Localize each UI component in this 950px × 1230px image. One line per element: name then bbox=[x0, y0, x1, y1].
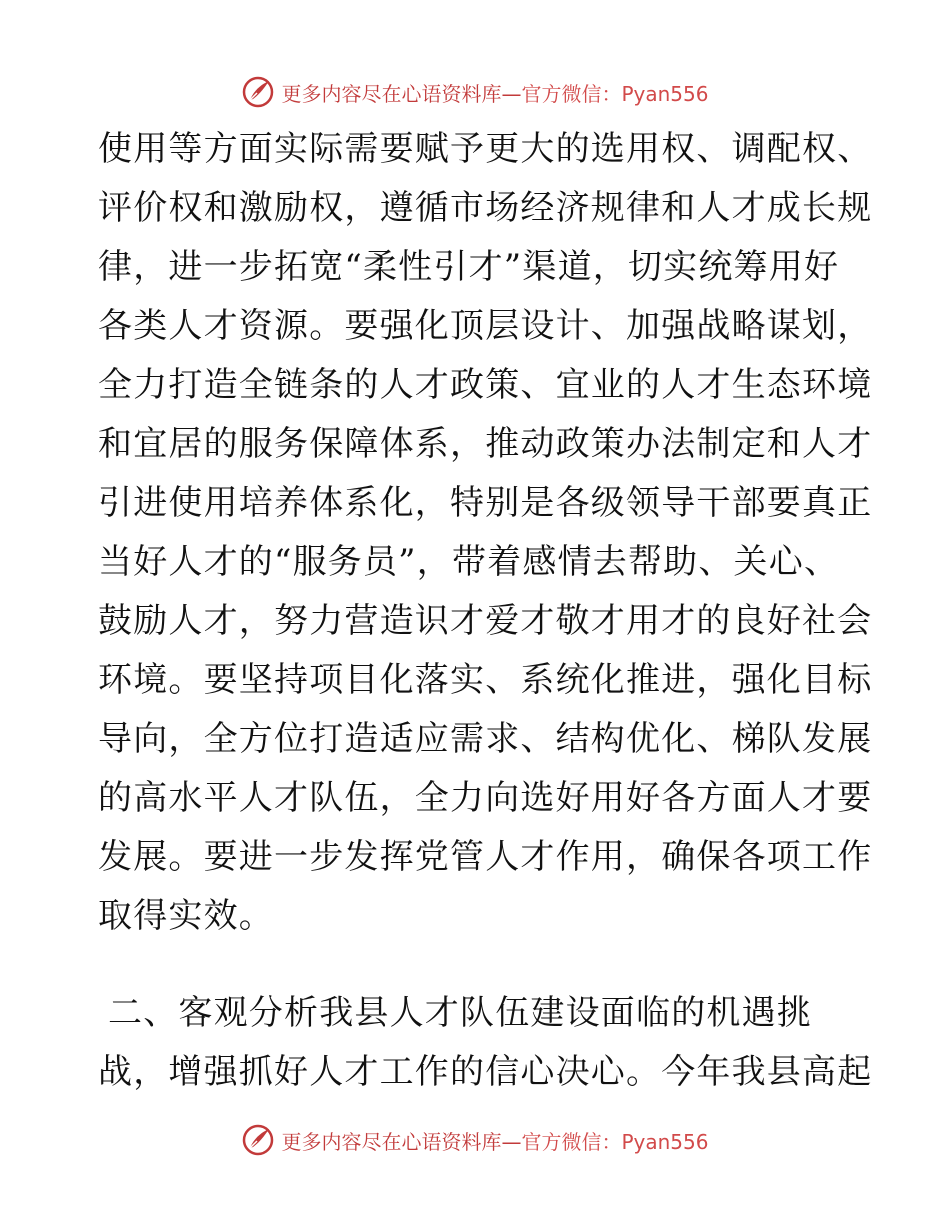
body-line: 律，进一步拓宽“柔性引才”渠道，切实统筹用好 bbox=[98, 247, 840, 287]
watermark-wechat-text: 官方微信：Pyan556 bbox=[521, 1129, 709, 1154]
body-line: 鼓励人才，努力营造识才爱才敬才用才的良好社会 bbox=[98, 601, 873, 641]
body-line: 和宜居的服务保障体系，推动政策办法制定和人才 bbox=[98, 424, 873, 464]
document-body bbox=[98, 120, 873, 1102]
body-line: 当好人才的“服务员”，带着感情去帮助、关心、 bbox=[98, 542, 840, 582]
section-heading: 二、客观分析我县人才队伍建设面临的机遇挑 bbox=[108, 993, 812, 1033]
body-line: 的高水平人才队伍，全力向选好用好各方面人才要 bbox=[98, 778, 873, 818]
footer-watermark bbox=[0, 1120, 950, 1160]
watermark-main-text: 更多内容尽在心语资料库— bbox=[281, 81, 522, 106]
body-line: 发展。要进一步发挥党管人才作用，确保各项工作 bbox=[98, 837, 873, 877]
body-line: 环境。要坚持项目化落实、系统化推进，强化目标 bbox=[98, 660, 873, 700]
paragraph-gap bbox=[98, 946, 858, 984]
body-line: 取得实效。 bbox=[98, 896, 274, 936]
watermark-wechat-text: 官方微信：Pyan556 bbox=[521, 81, 709, 106]
header-watermark bbox=[0, 72, 950, 112]
body-line: 评价权和激励权，遵循市场经济规律和人才成长规 bbox=[98, 188, 873, 228]
quill-logo-icon bbox=[241, 1123, 275, 1157]
watermark-main-text: 更多内容尽在心语资料库— bbox=[281, 1129, 522, 1154]
body-line: 导向，全方位打造适应需求、结构优化、梯队发展 bbox=[98, 719, 873, 759]
body-line: 引进使用培养体系化，特别是各级领导干部要真正 bbox=[98, 483, 873, 523]
body-line: 全力打造全链条的人才政策、宜业的人才生态环境 bbox=[98, 365, 873, 405]
section-continuation: 战，增强抓好人才工作的信心决心。今年我县高起 bbox=[98, 1052, 873, 1092]
quill-logo-icon bbox=[241, 75, 275, 109]
body-line: 使用等方面实际需要赋予更大的选用权、调配权、 bbox=[98, 129, 873, 169]
body-line: 各类人才资源。要强化顶层设计、加强战略谋划， bbox=[98, 306, 873, 346]
